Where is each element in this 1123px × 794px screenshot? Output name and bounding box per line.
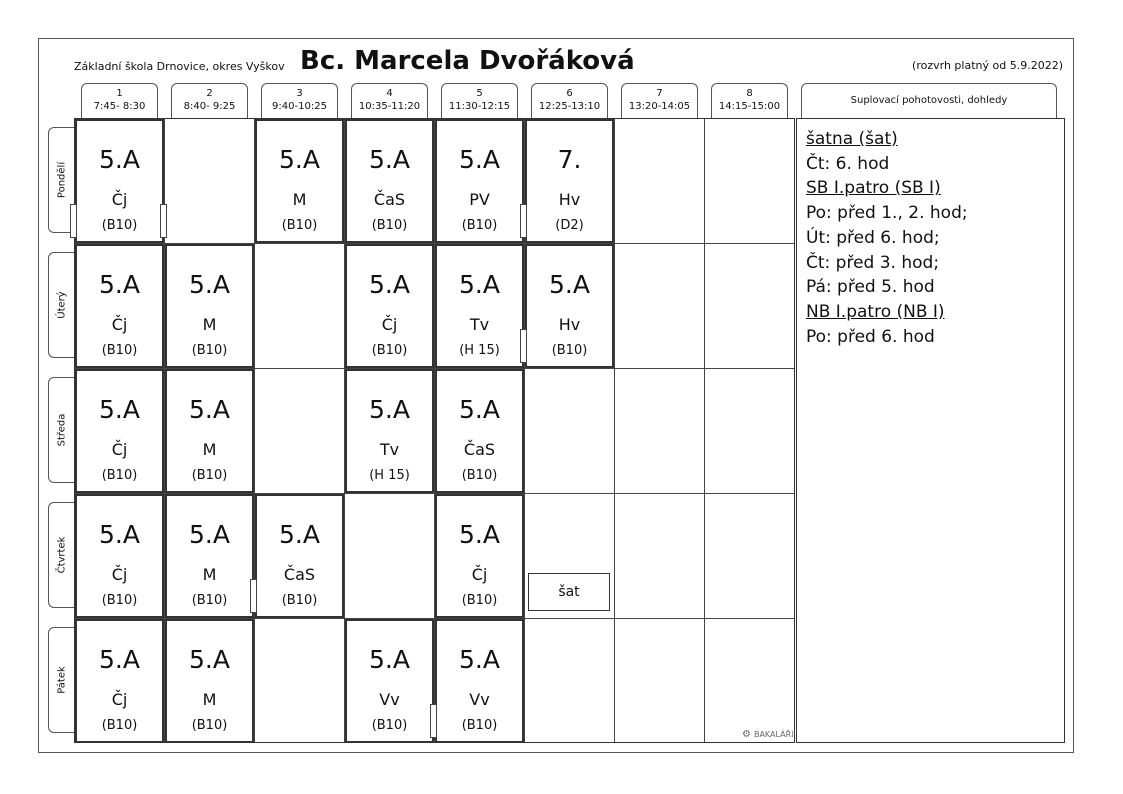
- lesson-subject: ČaS: [463, 440, 496, 459]
- day-name: Čtvrtek: [56, 536, 67, 574]
- lesson-class: 5.A: [189, 645, 230, 674]
- period-number: 1: [116, 88, 123, 99]
- lesson-card[interactable]: [75, 494, 164, 618]
- supervision-marker: [70, 204, 77, 238]
- school-name: Základní škola Drnovice, okres Vyškov: [74, 60, 285, 73]
- lesson-class: 5.A: [549, 270, 590, 299]
- lesson-card[interactable]: [165, 369, 254, 493]
- lesson-card[interactable]: [525, 119, 614, 243]
- lesson-card[interactable]: [435, 619, 524, 743]
- period-header: [81, 83, 158, 118]
- supervision-entry: Pá: před 5. hod: [806, 277, 935, 298]
- lesson-subject: M: [202, 315, 217, 334]
- lesson-card[interactable]: [345, 369, 434, 493]
- lesson-room: (B10): [101, 593, 138, 608]
- lesson-subject: PV: [469, 190, 490, 209]
- supervision-marker: [520, 329, 527, 363]
- day-name: Úterý: [56, 291, 67, 319]
- supervision-marker: [250, 579, 257, 613]
- period-header: [351, 83, 428, 118]
- lesson-room: (B10): [551, 343, 588, 358]
- lesson-card[interactable]: [75, 369, 164, 493]
- lesson-class: 5.A: [189, 395, 230, 424]
- supervision-entry: Út: před 6. hod;: [806, 227, 940, 248]
- lesson-card[interactable]: [435, 369, 524, 493]
- lesson-subject: M: [202, 440, 217, 459]
- lesson-card[interactable]: [345, 119, 434, 243]
- period-time: 14:15-15:00: [718, 101, 781, 112]
- lesson-subject: M: [202, 690, 217, 709]
- lesson-class: 5.A: [459, 395, 500, 424]
- lesson-room: (B10): [191, 593, 228, 608]
- day-label: [48, 502, 74, 608]
- lesson-class: 5.A: [99, 520, 140, 549]
- lesson-class: 7.: [557, 145, 582, 174]
- lesson-subject: ČaS: [373, 190, 406, 209]
- lesson-card[interactable]: [435, 494, 524, 618]
- day-label: [48, 627, 74, 733]
- lesson-class: 5.A: [459, 645, 500, 674]
- lesson-class: 5.A: [459, 520, 500, 549]
- lesson-subject: Vv: [469, 690, 490, 709]
- lesson-card[interactable]: [255, 494, 344, 618]
- lesson-room: (D2): [555, 218, 584, 233]
- lesson-room: (B10): [281, 593, 318, 608]
- lesson-card[interactable]: [435, 119, 524, 243]
- lesson-room: (B10): [371, 218, 408, 233]
- lesson-subject: Čj: [381, 315, 398, 334]
- lesson-subject: ČaS: [283, 565, 316, 584]
- period-time: 12:25-13:10: [538, 101, 601, 112]
- supervision-marker: [160, 204, 167, 238]
- lesson-room: (B10): [461, 218, 498, 233]
- period-header: [711, 83, 788, 118]
- lesson-subject: Čj: [471, 565, 488, 584]
- teacher-name: Bc. Marcela Dvořáková: [300, 46, 635, 76]
- lesson-subject: Vv: [379, 690, 400, 709]
- day-name: Pátek: [56, 666, 67, 694]
- period-time: 11:30-12:15: [448, 101, 511, 112]
- lesson-room: (B10): [281, 218, 318, 233]
- lesson-subject: Hv: [558, 315, 581, 334]
- duty-box[interactable]: šat: [528, 573, 610, 611]
- day-label: [48, 377, 74, 483]
- lesson-subject: Čj: [111, 190, 128, 209]
- period-header: [531, 83, 608, 118]
- supervision-heading: SB I.patro (SB I): [806, 178, 941, 199]
- lesson-subject: M: [202, 565, 217, 584]
- lesson-class: 5.A: [99, 645, 140, 674]
- lesson-class: 5.A: [99, 270, 140, 299]
- period-time: 8:40- 9:25: [183, 101, 236, 112]
- grid-line: [704, 119, 705, 742]
- period-time: 13:20-14:05: [628, 101, 691, 112]
- lesson-class: 5.A: [279, 520, 320, 549]
- period-time: 9:40-10:25: [272, 101, 327, 112]
- lesson-subject: Čj: [111, 440, 128, 459]
- period-number: 4: [386, 88, 393, 99]
- period-header: [621, 83, 698, 118]
- period-header: [441, 83, 518, 118]
- lesson-room: (B10): [101, 718, 138, 733]
- lesson-room: (B10): [461, 593, 498, 608]
- supervision-entry: Čt: před 3. hod;: [806, 252, 940, 273]
- lesson-class: 5.A: [99, 395, 140, 424]
- supervision-header: Suplovací pohotovosti, dohledy: [801, 83, 1057, 118]
- supervision-panel: [796, 118, 1065, 743]
- lesson-class: 5.A: [99, 145, 140, 174]
- lesson-room: (B10): [461, 468, 498, 483]
- day-label: [48, 252, 74, 358]
- lesson-card[interactable]: [165, 244, 254, 368]
- lesson-subject: Hv: [558, 190, 581, 209]
- lesson-room: (B10): [371, 718, 408, 733]
- period-number: 5: [476, 88, 483, 99]
- supervision-entry: Po: před 1., 2. hod;: [806, 203, 968, 224]
- lesson-subject: Čj: [111, 315, 128, 334]
- lesson-class: 5.A: [369, 395, 410, 424]
- period-header: [171, 83, 248, 118]
- lesson-subject: Tv: [469, 315, 490, 334]
- supervision-entry: Po: před 6. hod: [806, 326, 935, 347]
- lesson-card[interactable]: [75, 619, 164, 743]
- lesson-card[interactable]: [255, 119, 344, 243]
- lesson-room: (B10): [191, 343, 228, 358]
- day-name: Středa: [56, 413, 67, 447]
- lesson-class: 5.A: [279, 145, 320, 174]
- period-number: 3: [296, 88, 303, 99]
- valid-from: (rozvrh platný od 5.9.2022): [912, 59, 1063, 72]
- lesson-subject: Tv: [379, 440, 400, 459]
- period-number: 6: [566, 88, 573, 99]
- period-time: 7:45- 8:30: [93, 101, 146, 112]
- lesson-room: (B10): [101, 218, 138, 233]
- lesson-subject: Čj: [111, 565, 128, 584]
- lesson-room: (B10): [191, 718, 228, 733]
- lesson-class: 5.A: [369, 145, 410, 174]
- lesson-card[interactable]: [435, 244, 524, 368]
- period-number: 7: [656, 88, 663, 99]
- lesson-card[interactable]: [75, 119, 164, 243]
- lesson-card[interactable]: [525, 244, 614, 368]
- lesson-room: (H 15): [459, 343, 500, 358]
- lesson-subject: M: [292, 190, 307, 209]
- lesson-room: (B10): [101, 468, 138, 483]
- lesson-room: (B10): [461, 718, 498, 733]
- bakalari-logo: [742, 729, 794, 740]
- supervision-heading: šatna (šat): [806, 129, 898, 149]
- lesson-class: 5.A: [369, 645, 410, 674]
- lesson-card[interactable]: [345, 244, 434, 368]
- lesson-class: 5.A: [459, 145, 500, 174]
- lesson-class: 5.A: [369, 270, 410, 299]
- period-header: [261, 83, 338, 118]
- lesson-room: (B10): [371, 343, 408, 358]
- supervision-marker: [520, 204, 527, 238]
- lesson-class: 5.A: [459, 270, 500, 299]
- period-number: 2: [206, 88, 213, 99]
- lesson-room: (H 15): [369, 468, 410, 483]
- day-name: Pondělí: [56, 161, 67, 199]
- logo-icon: ⚙: [742, 729, 751, 740]
- period-number: 8: [746, 88, 753, 99]
- lesson-subject: Čj: [111, 690, 128, 709]
- lesson-class: 5.A: [189, 270, 230, 299]
- lesson-card[interactable]: [75, 244, 164, 368]
- period-time: 10:35-11:20: [358, 101, 421, 112]
- logo-text: BAKALÁŘI: [753, 730, 794, 739]
- supervision-heading: NB I.patro (NB I): [806, 301, 945, 322]
- grid-line: [614, 119, 615, 742]
- lesson-room: (B10): [101, 343, 138, 358]
- supervision-marker: [430, 704, 437, 738]
- lesson-class: 5.A: [189, 520, 230, 549]
- lesson-card[interactable]: [165, 619, 254, 743]
- lesson-card[interactable]: [165, 494, 254, 618]
- lesson-room: (B10): [191, 468, 228, 483]
- lesson-card[interactable]: [345, 619, 434, 743]
- supervision-entry: Čt: 6. hod: [806, 153, 890, 174]
